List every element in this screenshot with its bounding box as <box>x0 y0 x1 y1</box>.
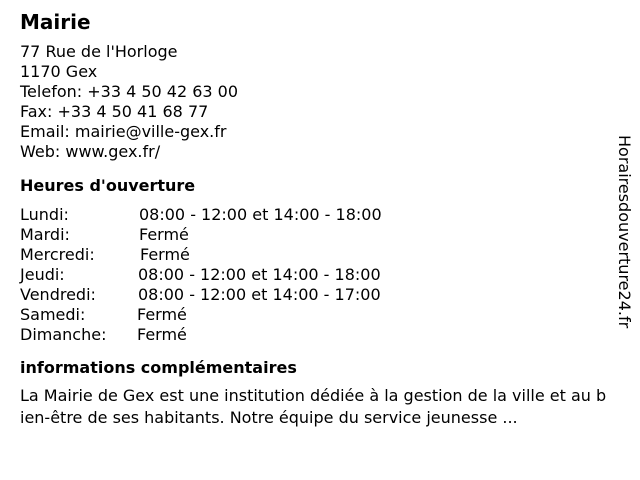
email-line: Email: mairie@ville-gex.fr <box>20 122 227 141</box>
info-description: La Mairie de Gex est une institution dédiée à la gestion de la ville et au bien-être de ses habitants. Notre équipe du service jeunesse ... <box>20 386 607 427</box>
site-watermark: Horairesdouverture24.fr <box>615 135 634 329</box>
hours-day-label: Jeudi: <box>20 265 65 284</box>
hours-row-thursday <box>20 265 610 285</box>
hours-row-monday <box>20 205 610 225</box>
hours-time-value: Fermé <box>140 245 190 264</box>
hours-time-value: Fermé <box>137 305 187 324</box>
hours-table <box>20 205 610 345</box>
hours-day-label: Lundi: <box>20 205 69 224</box>
contact-block <box>20 42 610 162</box>
hours-row-friday <box>20 285 610 305</box>
hours-day-label: Dimanche: <box>20 325 107 344</box>
phone-line: Telefon: +33 4 50 42 63 00 <box>20 82 239 101</box>
hours-time-value: 08:00 - 12:00 et 14:00 - 17:00 <box>138 285 381 304</box>
hours-row-saturday <box>20 305 610 325</box>
info-heading: informations complémentaires <box>20 358 297 377</box>
hours-day-label: Vendredi: <box>20 285 96 304</box>
business-card <box>20 8 610 429</box>
hours-day-label: Samedi: <box>20 305 86 324</box>
address-street: 77 Rue de l'Horloge <box>20 42 178 61</box>
page-title: Mairie <box>20 10 91 34</box>
web-line: Web: www.gex.fr/ <box>20 142 161 161</box>
hours-row-wednesday <box>20 245 610 265</box>
hours-time-value: Fermé <box>137 325 187 344</box>
hours-heading: Heures d'ouverture <box>20 176 196 195</box>
hours-time-value: 08:00 - 12:00 et 14:00 - 18:00 <box>138 265 381 284</box>
fax-line: Fax: +33 4 50 41 68 77 <box>20 102 209 121</box>
hours-day-label: Mardi: <box>20 225 70 244</box>
hours-day-label: Mercredi: <box>20 245 95 264</box>
hours-row-sunday <box>20 325 610 345</box>
hours-time-value: 08:00 - 12:00 et 14:00 - 18:00 <box>139 205 382 224</box>
hours-row-tuesday <box>20 225 610 245</box>
hours-time-value: Fermé <box>139 225 189 244</box>
address-city: 1170 Gex <box>20 62 98 81</box>
